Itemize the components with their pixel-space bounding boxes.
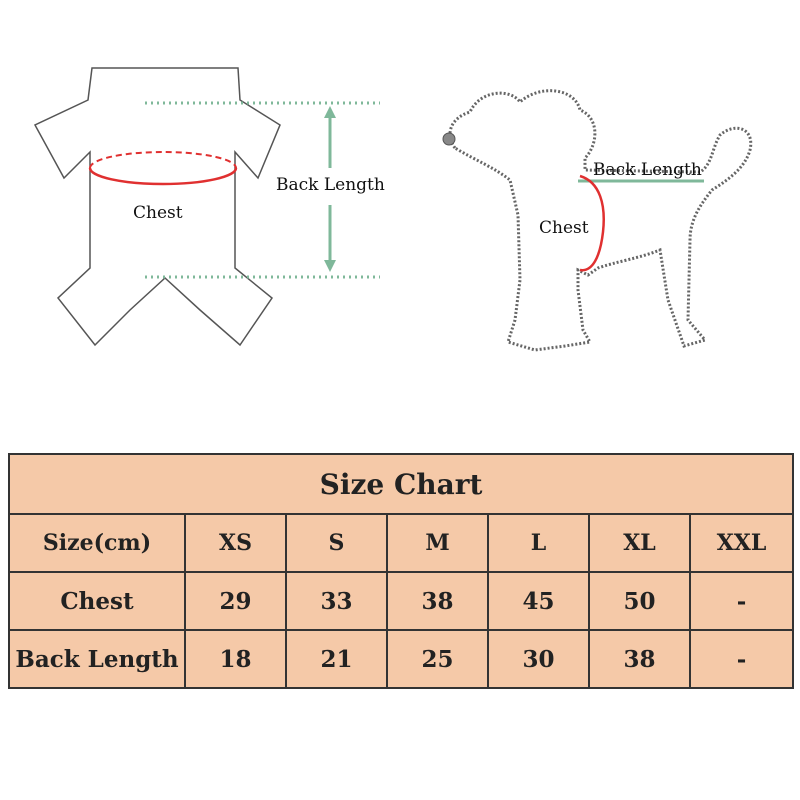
value-cell: 38 xyxy=(589,630,690,688)
value-cell: 25 xyxy=(387,630,488,688)
size-header-cell: XL xyxy=(589,514,690,572)
row-label: Chest xyxy=(9,572,185,630)
value-cell: 18 xyxy=(185,630,286,688)
size-header-cell: L xyxy=(488,514,589,572)
size-header-cell: XXL xyxy=(690,514,793,572)
size-header-cell: S xyxy=(286,514,387,572)
value-cell: - xyxy=(690,572,793,630)
garment-chest-label: Chest xyxy=(133,203,183,223)
size-chart xyxy=(8,453,792,689)
size-chart-table xyxy=(8,453,794,689)
value-cell: 50 xyxy=(589,572,690,630)
row-header-label: Size(cm) xyxy=(9,514,185,572)
value-cell: 29 xyxy=(185,572,286,630)
value-cell: - xyxy=(690,630,793,688)
value-cell: 21 xyxy=(286,630,387,688)
dog-back-length-label: Back Length xyxy=(593,160,702,180)
dog-outline xyxy=(443,91,751,350)
size-chart-title: Size Chart xyxy=(9,454,793,514)
value-cell: 30 xyxy=(488,630,589,688)
size-header-cell: XS xyxy=(185,514,286,572)
value-cell: 38 xyxy=(387,572,488,630)
table-row xyxy=(9,572,793,630)
size-chart-header-row xyxy=(9,514,793,572)
value-cell: 33 xyxy=(286,572,387,630)
row-label: Back Length xyxy=(9,630,185,688)
size-header-cell: M xyxy=(387,514,488,572)
value-cell: 45 xyxy=(488,572,589,630)
garment-back-length-label: Back Length xyxy=(276,175,385,195)
dog-chest-label: Chest xyxy=(539,218,589,238)
size-chart-title-row xyxy=(9,454,793,514)
table-row xyxy=(9,630,793,688)
